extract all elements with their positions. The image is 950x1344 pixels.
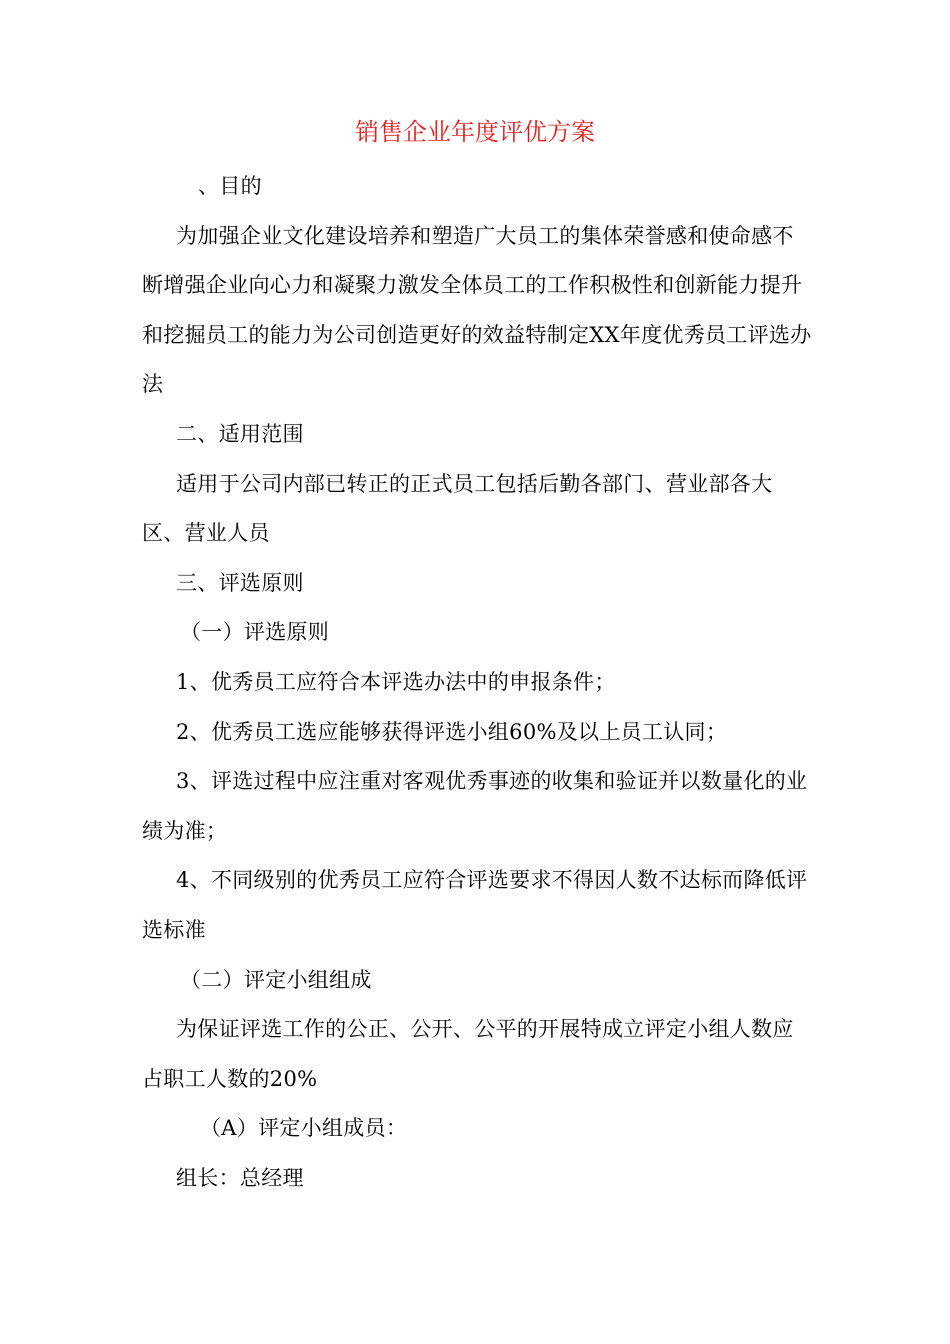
list-item-1: 1、优秀员工应符合本评选办法中的申报条件； [176, 669, 616, 694]
list-item-4: 4、不同级别的优秀员工应符合评选要求不得因人数不达标而降低评选标准 [142, 868, 808, 942]
list-item-3: 3、评选过程中应注重对客观优秀事迹的收集和验证并以数量化的业绩为准； [142, 769, 808, 843]
section-heading-scope: 二、适用范围 [176, 421, 304, 446]
section-heading-principles: 三、评选原则 [176, 570, 304, 595]
subsection-heading-committee: （二）评定小组组成 [180, 967, 372, 992]
document-body [142, 162, 812, 1203]
paragraph-scope: 适用于公司内部已转正的正式员工包括后勤各部门、营业部各大区、营业人员 [142, 471, 773, 546]
paragraph-purpose: 为加强企业文化建设培养和塑造广大员工的集体荣誉感和使命感不断增强企业向心力和凝聚力激发全体员工的工作积极性和创新能力提升和挖掘员工的能力为公司创造更好的效益特制定XX年度优秀员工评选办法 [142, 223, 812, 397]
paragraph-committee: 为保证评选工作的公正、公开、公平的开展特成立评定小组人数应占职工人数的20% [142, 1017, 794, 1091]
section-heading-purpose: 、目的 [198, 174, 262, 198]
subsection-heading-members: （A）评定小组成员： [200, 1116, 408, 1141]
committee-leader: 组长：总经理 [176, 1165, 304, 1190]
list-item-2: 2、优秀员工选应能够获得评选小组60%及以上员工认同； [176, 719, 728, 744]
subsection-heading-principles: （一）评选原则 [180, 620, 330, 645]
document-title: 销售企业年度评优方案 [355, 118, 595, 146]
